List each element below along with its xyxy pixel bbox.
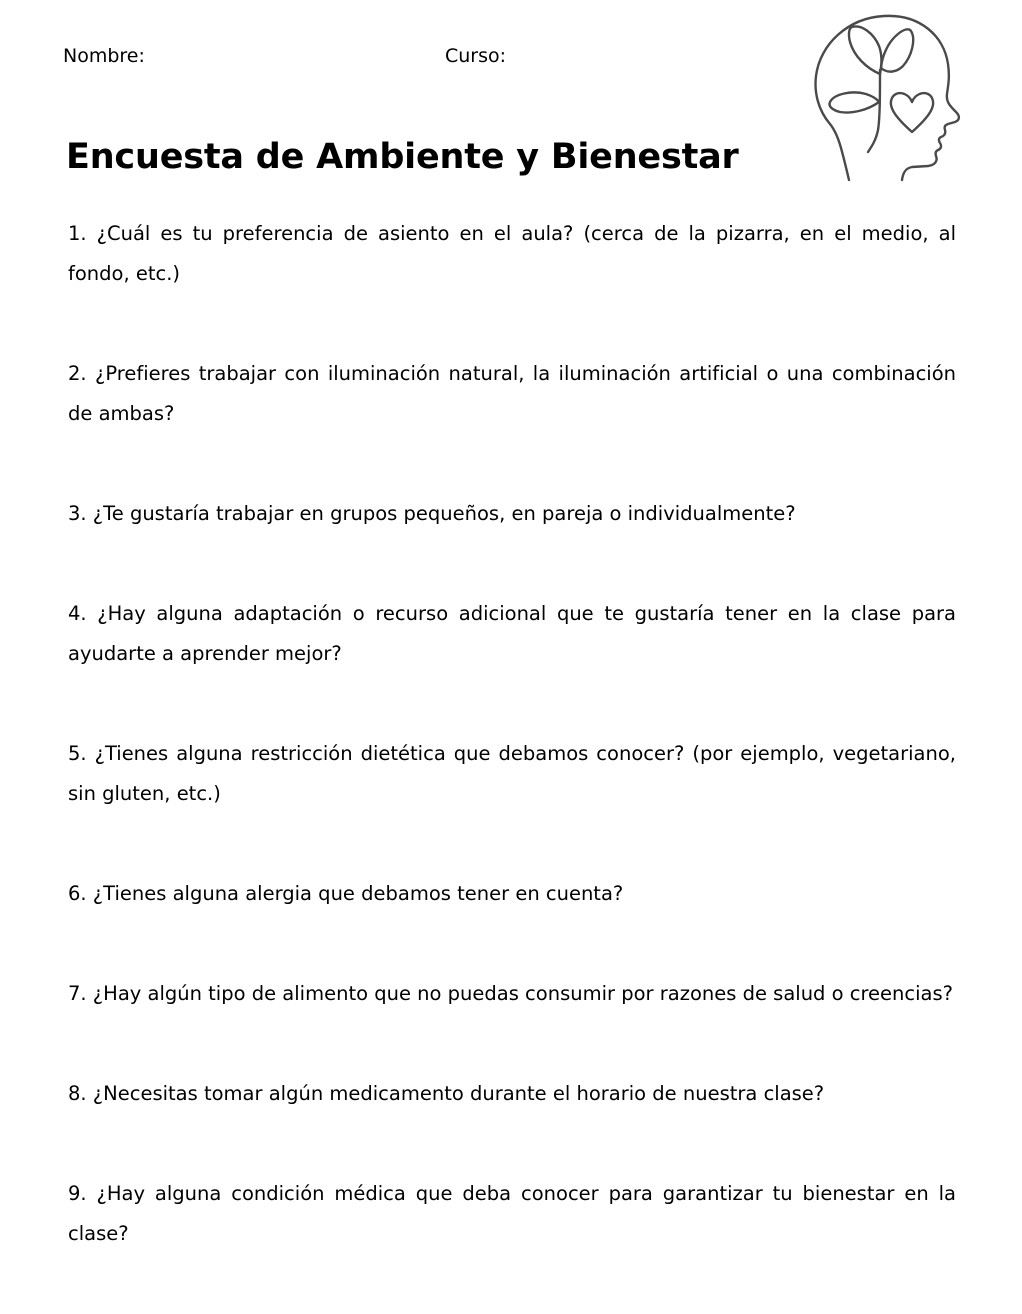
head-plant-heart-wellbeing-icon xyxy=(808,6,976,186)
question-item: 9. ¿Hay alguna condición médica que deba conocer para garantizar tu bienestar en la clase? xyxy=(68,1182,956,1245)
question-item: 6. ¿Tienes alguna alergia que debamos tener en cuenta? xyxy=(68,882,624,905)
question-list xyxy=(68,214,956,1254)
question-item: 3. ¿Te gustaría trabajar en grupos pequeños, en pareja o individualmente? xyxy=(68,502,796,525)
page-title: Encuesta de Ambiente y Bienestar xyxy=(66,137,739,178)
name-label: Nombre: xyxy=(63,45,145,67)
course-label: Curso: xyxy=(445,45,507,67)
question-item: 8. ¿Necesitas tomar algún medicamento durante el horario de nuestra clase? xyxy=(68,1082,825,1105)
question-item: 4. ¿Hay alguna adaptación o recurso adicional que te gustaría tener en la clase para ayudarte a aprender mejor? xyxy=(68,602,956,665)
question-item: 2. ¿Prefieres trabajar con iluminación natural, la iluminación artificial o una combinación de ambas? xyxy=(68,362,956,425)
question-item: 5. ¿Tienes alguna restricción dietética que debamos conocer? (por ejemplo, vegetariano, sin gluten, etc.) xyxy=(68,742,956,805)
student-info-row xyxy=(63,42,803,72)
question-item: 7. ¿Hay algún tipo de alimento que no puedas consumir por razones de salud o creencias? xyxy=(68,982,954,1005)
question-item: 1. ¿Cuál es tu preferencia de asiento en el aula? (cerca de la pizarra, en el medio, al fondo, etc.) xyxy=(68,222,956,285)
